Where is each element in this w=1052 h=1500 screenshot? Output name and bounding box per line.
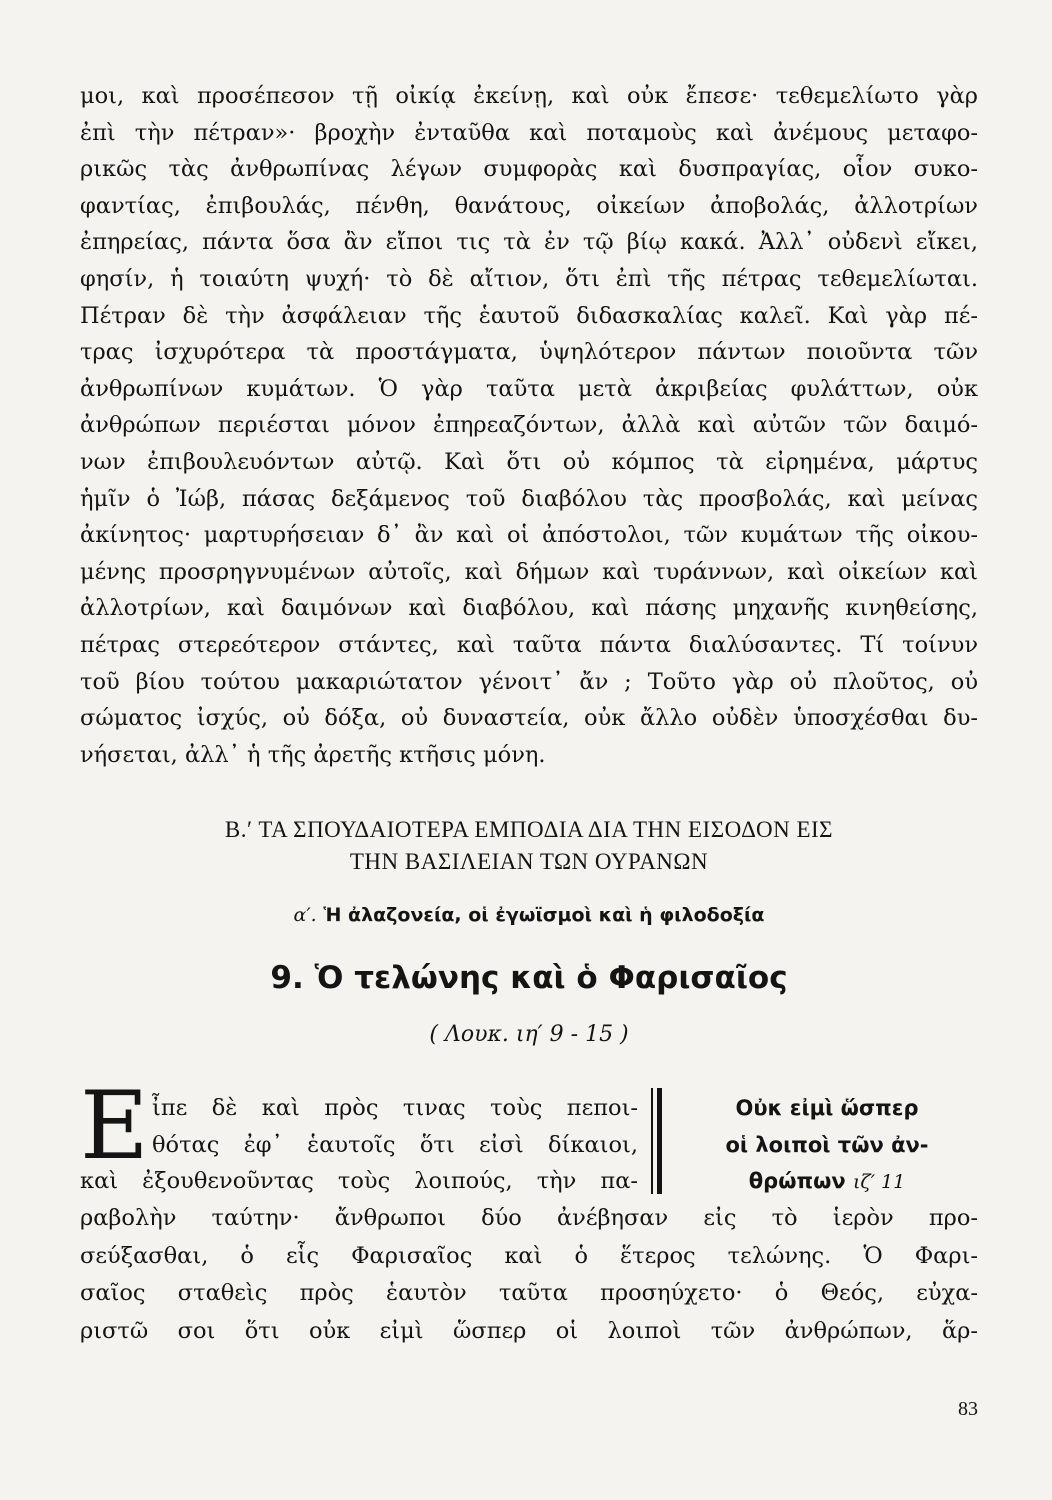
sidebar-quote	[676, 1090, 978, 1201]
page-number: 83	[958, 1398, 978, 1420]
section-heading-line-2: ΤΗΝ ΒΑΣΙΛΕΙΑΝ ΤΩΝ ΟΥΡΑΝΩΝ	[349, 849, 709, 874]
text-line: καὶ ἐξουθενοῦντας τοὺς λοιπούς, τὴν πα-	[80, 1168, 638, 1195]
opening-paragraph	[80, 1090, 638, 1200]
text-line: σεύξασθαι, ὁ εἷς Φαρισαῖος καὶ ὁ ἕτερος τελώνης. Ὁ Φαρι-	[80, 1242, 978, 1269]
subsection-heading	[80, 904, 978, 926]
sidebar-quote-line: οἱ λοιποὶ τῶν ἀν-	[725, 1132, 929, 1157]
text-line: μένης προσρηγνυμένων αὐτοῖς, καὶ δήμων καὶ τυράννων, καὶ οἰκείων καὶ	[80, 558, 978, 585]
sidebar-rule-thin	[651, 1088, 653, 1194]
text-line: τοῦ βίου τούτου μακαριώτατον γένοιτ᾿ ἄν ; Τοῦτο γὰρ οὐ πλοῦτος, οὐ	[80, 668, 978, 695]
text-line: ἡμῖν ὁ Ἰώβ, πάσας δεξάμενος τοῦ διαβόλου τὰς προσβολάς, καὶ μείνας	[80, 485, 978, 512]
text-line: μοι, καὶ προσέπεσον τῇ οἰκίᾳ ἐκείνῃ, καὶ οὐκ ἔπεσε· τεθεμελίωτο γὰρ	[80, 83, 978, 109]
text-line: ρικῶς τὰς ἀνθρωπίνας λέγων συμφορὰς καὶ δυσπραγίας, οἷον συκο-	[80, 156, 978, 183]
text-line: πέτρας στερεότερον στάντες, καὶ ταῦτα πάντα διαλύσαντες. Τί τοίνυν	[80, 631, 978, 658]
text-line: ριστῶ σοι ὅτι οὐκ εἰμὶ ὥσπερ οἱ λοιποὶ τῶν ἀνθρώπων, ἅρ-	[80, 1317, 978, 1344]
sidebar-rule-thick	[657, 1088, 662, 1194]
sidebar-quote-line: Οὐκ εἰμὶ ὥσπερ	[735, 1096, 919, 1120]
text-line: φησίν, ἡ τοιαύτη ψυχή· τὸ δὲ αἴτιον, ὅτι ἐπὶ τῆς πέτρας τεθεμελίωται.	[80, 265, 978, 292]
subsection-title: Ἡ ἀλαζονεία, οἱ ἐγωϊσμοὶ καὶ ἡ φιλοδοξία	[323, 904, 765, 926]
continuation-paragraph	[80, 1200, 978, 1350]
body-paragraph	[80, 78, 978, 773]
text-line: σαῖος σταθεὶς πρὸς ἑαυτὸν ταῦτα προσηύχετο· ὁ Θεός, εὐχα-	[80, 1280, 978, 1306]
text-line: τρας ἰσχυρότερα τὰ προστάγματα, ὑψηλότερον πάντων ποιοῦντα τῶν	[80, 339, 978, 366]
text-line: ἐπηρείας, πάντα ὅσα ἂν εἴποι τις τὰ ἐν τῷ βίῳ κακά. Ἀλλ᾿ οὐδενὶ εἴκει,	[80, 229, 978, 256]
sidebar-quote-line-last	[676, 1163, 978, 1201]
text-line: ἀνθρωπίνων κυμάτων. Ὁ γὰρ ταῦτα μετὰ ἀκριβείας φυλάττων, οὐκ	[80, 375, 978, 402]
text-line: φαντίας, ἐπιβουλάς, πένθη, θανάτους, οἰκείων ἀποβολάς, ἀλλοτρίων	[80, 192, 978, 219]
text-line: νήσεται, ἀλλ᾿ ἡ τῆς ἀρετῆς κτῆσις μόνη.	[80, 741, 546, 768]
text-line: σώματος ἰσχύς, οὐ δόξα, οὐ δυναστεία, οὐκ ἄλλο οὐδὲν ὑποσχέσθαι δυ-	[80, 705, 978, 732]
chapter-title: 9. Ὁ τελώνης καὶ ὁ Φαρισαῖος	[270, 960, 788, 996]
text-line: ἐπὶ τὴν πέτραν»· βροχὴν ἐνταῦθα καὶ ποταμοὺς καὶ ἀνέμους μεταφο-	[80, 119, 978, 146]
subsection-marker: α′.	[293, 904, 317, 926]
text-line: ἀκίνητος· μαρτυρήσειαν δ᾿ ἂν καὶ οἱ ἀπόστολοι, τῶν κυμάτων τῆς οἰκου-	[80, 522, 978, 549]
text-line: Πέτραν δὲ τὴν ἀσφάλειαν τῆς ἑαυτοῦ διδασκαλίας καλεῖ. Καὶ γὰρ πέ-	[80, 302, 978, 329]
text-line: ἀνθρώπων περιέσται μόνον ἐπηρεαζόντων, ἀλλὰ καὶ αὐτῶν τῶν δαιμό-	[80, 412, 978, 439]
text-line: νων ἐπιβουλευόντων αὐτῷ. Καὶ ὅτι οὐ κόμπος τὰ εἰρημένα, μάρτυς	[80, 448, 978, 475]
sidebar-quote-word: θρώπων	[748, 1169, 846, 1194]
text-line: ραβολὴν ταύτην· ἄνθρωποι δύο ἀνέβησαν εἰς τὸ ἱερὸν προ-	[80, 1205, 978, 1231]
scripture-reference: ( Λουκ. ιη′ 9 - 15 )	[429, 1022, 629, 1047]
section-heading-line-1: Β.′ ΤΑ ΣΠΟΥΔΑΙΟΤΕΡΑ ΕΜΠΟΔΙΑ ΔΙΑ ΤΗΝ ΕΙΣΟΔΟΝ ΕΙΣ	[224, 817, 834, 842]
sidebar-reference: ιζ′ 11	[852, 1171, 906, 1194]
text-line: ἶπε δὲ καὶ πρὸς τινας τοὺς πεποι-	[152, 1095, 638, 1121]
text-line: ἀλλοτρίων, καὶ δαιμόνων καὶ διαβόλου, καὶ πάσης μηχανῆς κινηθείσης,	[80, 595, 978, 622]
text-line: θότας ἐφ᾿ ἑαυτοῖς ὅτι εἰσὶ δίκαιοι,	[152, 1131, 638, 1158]
drop-cap: Ε	[80, 1072, 149, 1181]
